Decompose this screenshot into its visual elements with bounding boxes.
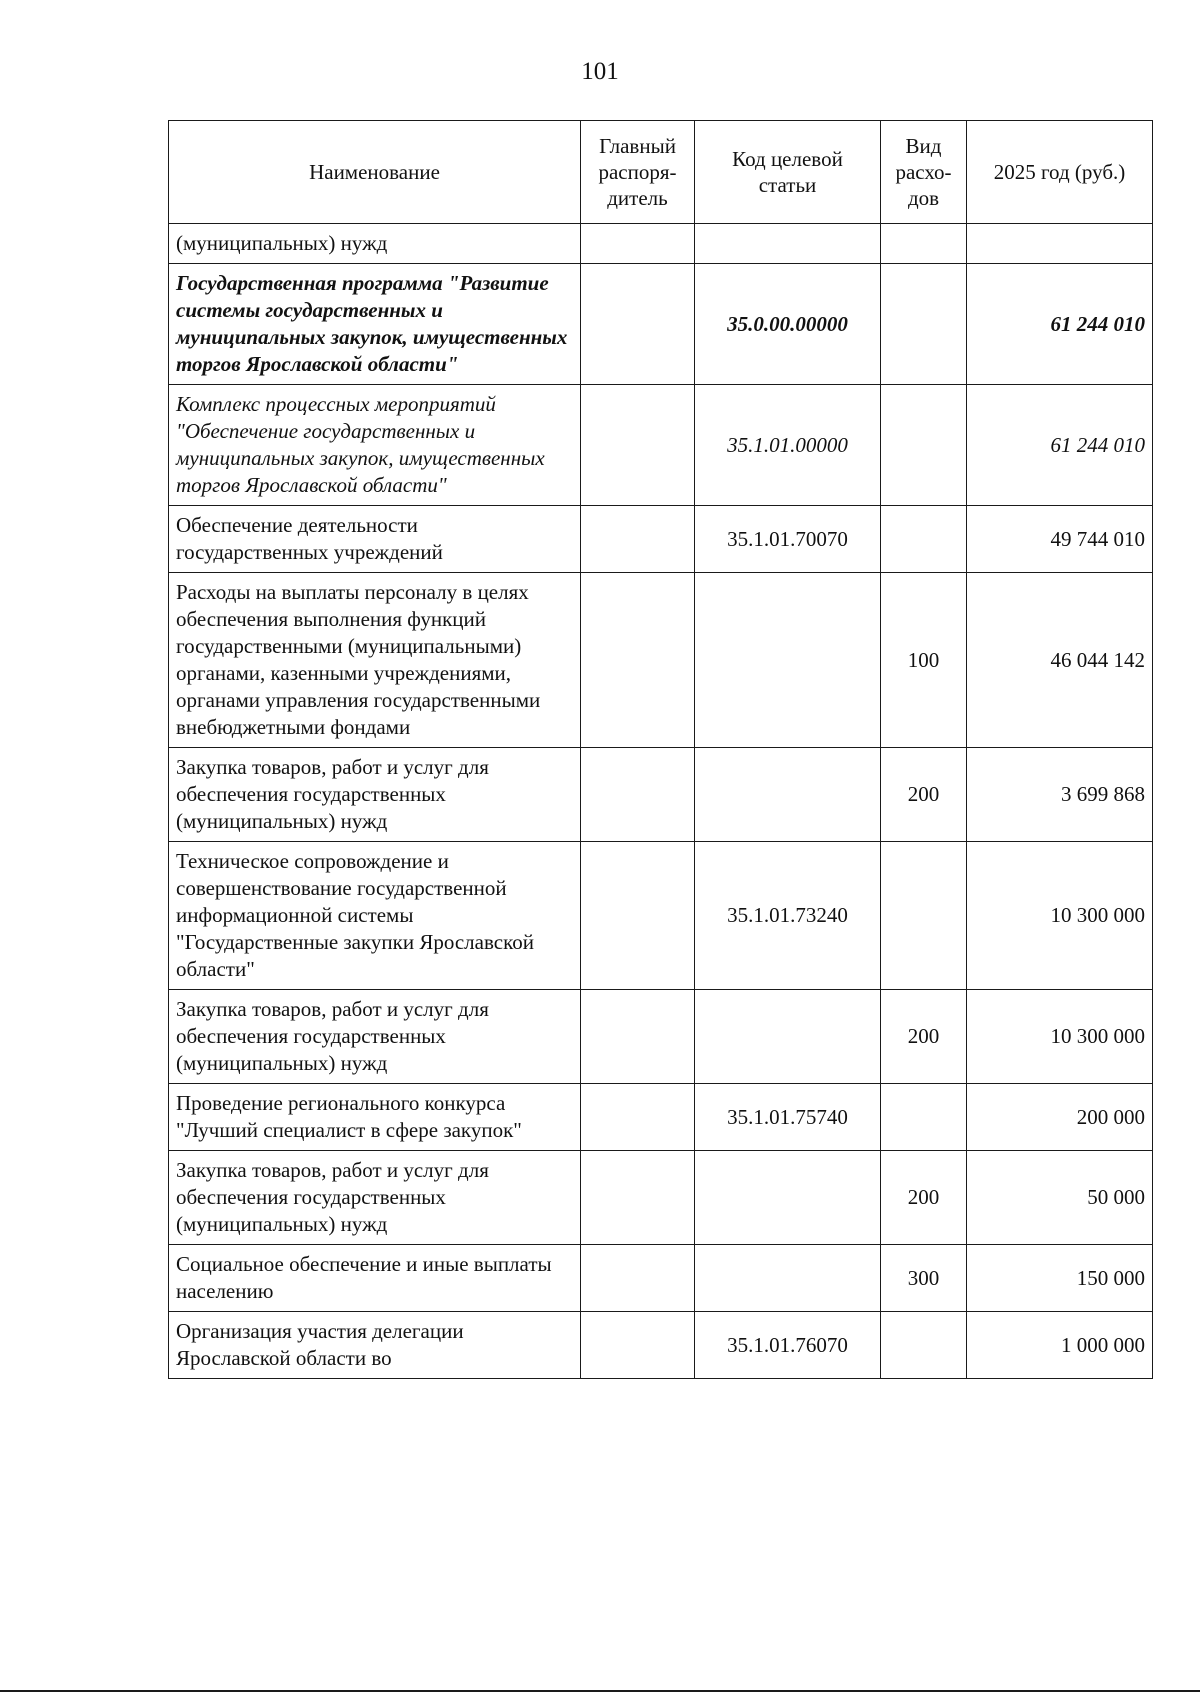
row-amount: 10 300 000 <box>967 842 1153 990</box>
row-name: Обеспечение деятельности государственных учреждений <box>169 506 581 573</box>
header-name: Наименование <box>169 121 581 224</box>
row-amount: 50 000 <box>967 1151 1153 1245</box>
header-row <box>169 121 1153 224</box>
row-expense-type <box>881 385 967 506</box>
header-manager: Главный распоря-дитель <box>581 121 695 224</box>
row-name: Социальное обеспечение и иные выплаты населению <box>169 1245 581 1312</box>
header-year: 2025 год (руб.) <box>967 121 1153 224</box>
row-name: (муниципальных) нужд <box>169 224 581 264</box>
row-manager <box>581 990 695 1084</box>
row-amount: 49 744 010 <box>967 506 1153 573</box>
row-name: Закупка товаров, работ и услуг для обеспечения государственных (муниципальных) нужд <box>169 748 581 842</box>
row-name: Организация участия делегации Ярославской области во <box>169 1312 581 1379</box>
row-name: Расходы на выплаты персоналу в целях обеспечения выполнения функций государственными (муниципальными) органами, казенными учреждениями, органами управления государственными внебюджетными фондами <box>169 573 581 748</box>
table-row <box>169 506 1153 573</box>
row-manager <box>581 1312 695 1379</box>
row-code: 35.1.01.75740 <box>695 1084 881 1151</box>
row-manager <box>581 842 695 990</box>
row-manager <box>581 573 695 748</box>
row-amount <box>967 224 1153 264</box>
row-manager <box>581 385 695 506</box>
table-row <box>169 1084 1153 1151</box>
row-expense-type <box>881 224 967 264</box>
row-expense-type: 200 <box>881 748 967 842</box>
row-expense-type: 200 <box>881 990 967 1084</box>
row-amount: 200 000 <box>967 1084 1153 1151</box>
row-amount: 46 044 142 <box>967 573 1153 748</box>
table-row <box>169 385 1153 506</box>
row-amount: 61 244 010 <box>967 385 1153 506</box>
table-row <box>169 573 1153 748</box>
row-code <box>695 990 881 1084</box>
row-name: Техническое сопровождение и совершенствование государственной информационной системы "Государственные закупки Ярославской области" <box>169 842 581 990</box>
row-code <box>695 1151 881 1245</box>
row-code: 35.1.01.76070 <box>695 1312 881 1379</box>
row-code <box>695 1245 881 1312</box>
row-expense-type <box>881 1084 967 1151</box>
row-expense-type: 300 <box>881 1245 967 1312</box>
row-code <box>695 224 881 264</box>
row-name: Государственная программа "Развитие системы государственных и муниципальных закупок, имущественных торгов Ярославской области" <box>169 264 581 385</box>
page-bottom-rule <box>0 1690 1200 1692</box>
header-code: Код целевой статьи <box>695 121 881 224</box>
table-row <box>169 1151 1153 1245</box>
table-row <box>169 1245 1153 1312</box>
row-manager <box>581 224 695 264</box>
row-amount: 3 699 868 <box>967 748 1153 842</box>
table-row <box>169 842 1153 990</box>
budget-table <box>168 120 1153 1379</box>
row-amount: 61 244 010 <box>967 264 1153 385</box>
row-expense-type <box>881 1312 967 1379</box>
row-manager <box>581 506 695 573</box>
row-manager <box>581 264 695 385</box>
table-row <box>169 990 1153 1084</box>
table-body <box>169 224 1153 1379</box>
row-name: Закупка товаров, работ и услуг для обеспечения государственных (муниципальных) нужд <box>169 1151 581 1245</box>
row-expense-type <box>881 842 967 990</box>
row-name: Закупка товаров, работ и услуг для обеспечения государственных (муниципальных) нужд <box>169 990 581 1084</box>
row-expense-type: 100 <box>881 573 967 748</box>
row-code: 35.1.01.73240 <box>695 842 881 990</box>
row-manager <box>581 1245 695 1312</box>
row-code: 35.1.01.70070 <box>695 506 881 573</box>
row-manager <box>581 1151 695 1245</box>
row-expense-type: 200 <box>881 1151 967 1245</box>
table-row <box>169 748 1153 842</box>
row-name: Проведение регионального конкурса "Лучший специалист в сфере закупок" <box>169 1084 581 1151</box>
page-number: 101 <box>581 58 619 85</box>
row-amount: 10 300 000 <box>967 990 1153 1084</box>
table-row <box>169 1312 1153 1379</box>
row-code <box>695 748 881 842</box>
row-code: 35.0.00.00000 <box>695 264 881 385</box>
row-expense-type <box>881 506 967 573</box>
row-name: Комплекс процессных мероприятий "Обеспечение государственных и муниципальных закупок, имущественных торгов Ярославской области" <box>169 385 581 506</box>
row-expense-type <box>881 264 967 385</box>
row-code: 35.1.01.00000 <box>695 385 881 506</box>
table-row <box>169 224 1153 264</box>
table-header <box>169 121 1153 224</box>
row-manager <box>581 1084 695 1151</box>
row-amount: 150 000 <box>967 1245 1153 1312</box>
row-manager <box>581 748 695 842</box>
header-expense-type: Вид расхо-дов <box>881 121 967 224</box>
row-code <box>695 573 881 748</box>
row-amount: 1 000 000 <box>967 1312 1153 1379</box>
table-row <box>169 264 1153 385</box>
